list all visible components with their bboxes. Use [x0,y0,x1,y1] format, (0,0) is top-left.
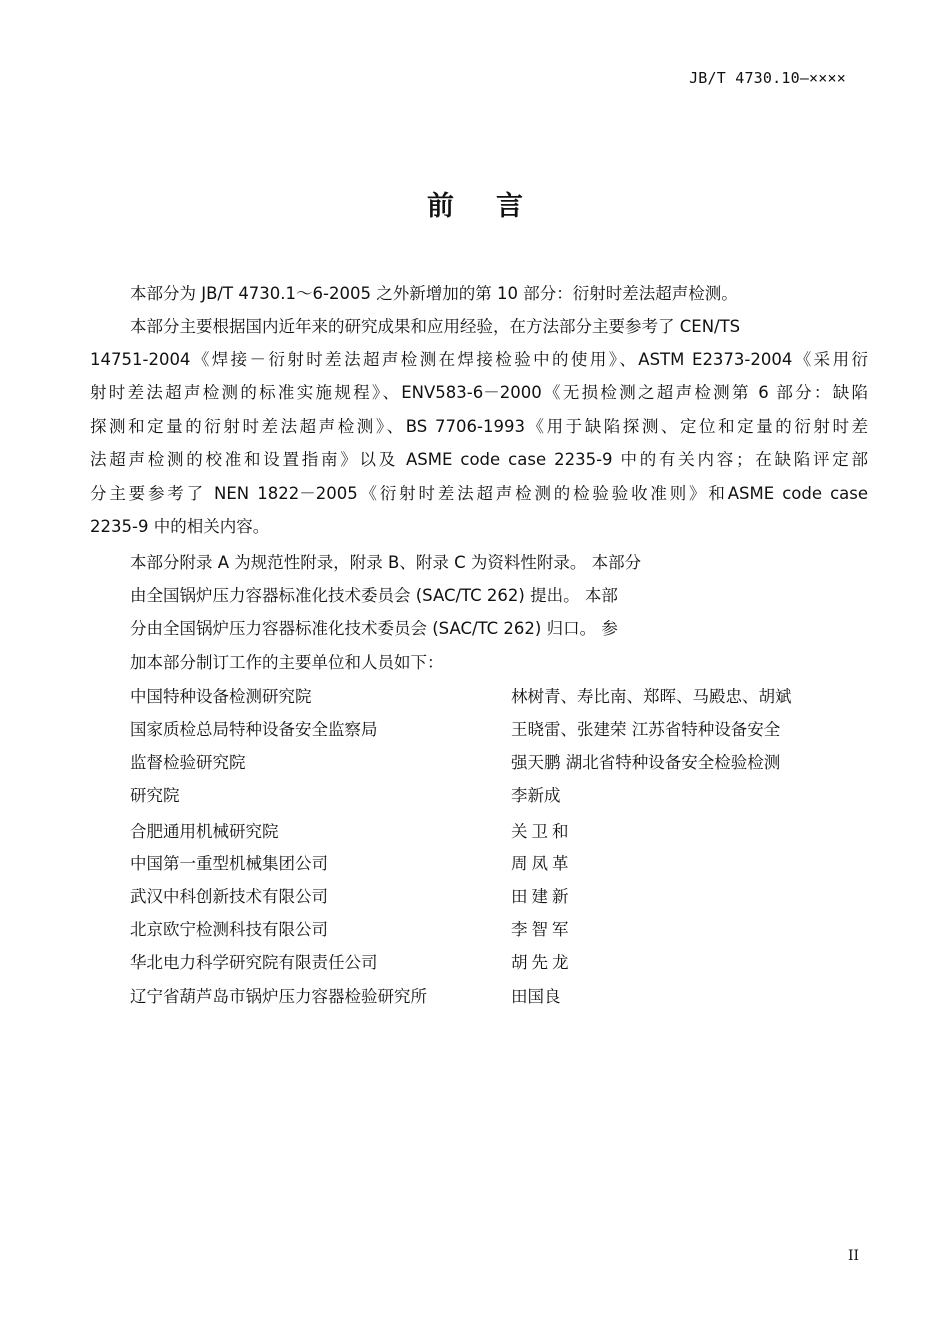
participant-names: 李智军 [511,920,573,939]
participant-org: 北京欧宁检测科技有限公司 [130,920,328,939]
participant-names: 田建新 [511,887,573,906]
participant-org: 合肥通用机械研究院 [130,822,279,841]
participant-names: 胡先龙 [511,953,573,972]
document-number: JB/T 4730.10—×××× [689,69,846,87]
paragraph-3-line: 本部分附录 A 为规范性附录，附录 B、附录 C 为资料性附录。 本部分 [130,553,642,572]
participant-names: 周凤革 [511,854,573,873]
participant-org: 中国第一重型机械集团公司 [130,854,328,873]
paragraph-2-line: 射时差法超声检测的标准实施规程》、ENV583-6－2000《无损检测之超声检测第 6 部分：缺陷 [90,383,868,402]
paragraph-3-line: 加本部分制订工作的主要单位和人员如下： [130,653,444,672]
paragraph-1: 本部分为 JB/T 4730.1～6-2005 之外新增加的第 10 部分：衍射时差法超声检测。 [130,284,738,303]
paragraph-2-line: 2235-9 中的相关内容。 [90,517,270,536]
paragraph-3-line: 由全国锅炉压力容器标准化技术委员会 (SAC/TC 262) 提出。 本部 [130,586,618,605]
participant-names: 田国良 [511,987,561,1006]
participant-org: 华北电力科学研究院有限责任公司 [130,953,378,972]
page-title: 前言 [427,191,565,222]
participant-org: 中国特种设备检测研究院 [130,687,312,706]
participant-names: 李新成 [511,786,561,805]
paragraph-2-line: 法超声检测的校准和设置指南》以及 ASME code case 2235-9 中的有关内容；在缺陷评定部 [90,450,868,469]
participant-names: 林树青、寿比南、郑晖、马殿忠、胡斌 [511,687,792,706]
participant-names: 关卫和 [511,822,573,841]
participant-org: 研究院 [130,786,180,805]
participant-names: 强天鹏 湖北省特种设备安全检验检测 [511,753,781,772]
participant-org: 武汉中科创新技术有限公司 [130,887,328,906]
paragraph-2-line: 分主要参考了 NEN 1822－2005《衍射时差法超声检测的检验验收准则》和ASME code case [90,484,868,503]
paragraph-3-line: 分由全国锅炉压力容器标准化技术委员会 (SAC/TC 262) 归口。 参 [130,619,618,638]
participant-names: 王晓雷、张建荣 江苏省特种设备安全 [511,720,781,739]
participant-org: 国家质检总局特种设备安全监察局 [130,720,378,739]
paragraph-2-line: 本部分主要根据国内近年来的研究成果和应用经验，在方法部分主要参考了 CEN/TS [130,317,741,336]
page-number: II [847,1248,859,1264]
participant-org: 辽宁省葫芦岛市锅炉压力容器检验研究所 [130,987,427,1006]
paragraph-2-line: 探测和定量的衍射时差法超声检测》、BS 7706-1993《用于缺陷探测、定位和定量的衍射时差 [90,417,868,436]
participant-org: 监督检验研究院 [130,753,246,772]
paragraph-2-line: 14751-2004《焊接－衍射时差法超声检测在焊接检验中的使用》、ASTM E2373-2004《采用衍 [90,350,868,369]
